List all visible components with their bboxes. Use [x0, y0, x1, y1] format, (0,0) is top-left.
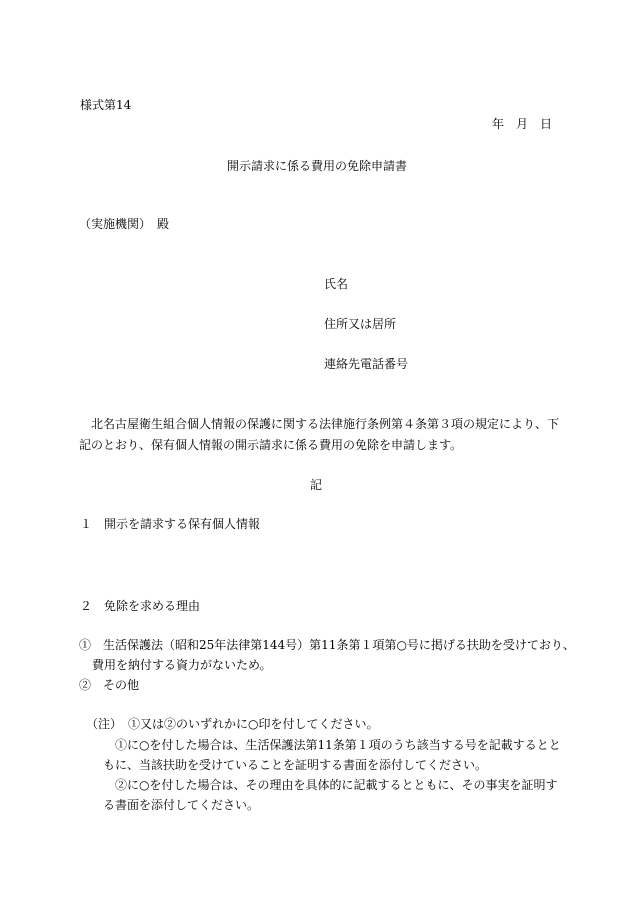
document-title: 開示請求に係る費用の免除申請書: [227, 159, 408, 173]
note-3-line-2: る書面を添付してください。: [103, 798, 260, 812]
form-number: 様式第14: [80, 98, 132, 112]
note-2-line-2: もに、当該扶助を受けていることを証明する書面を添付してください。: [103, 758, 488, 772]
date-line: 年 月 日: [492, 117, 553, 131]
applicant-address-label: 住所又は居所: [324, 317, 397, 331]
reason-1-line-2: 費用を納付する資力がないため。: [92, 658, 272, 672]
applicant-phone-label: 連絡先電話番号: [324, 357, 409, 371]
note-2-line-1: ①に○を付した場合は、生活保護法第11条第１項のうち該当する号を記載するとと: [115, 738, 561, 752]
note-3-line-1: ②に○を付した場合は、その理由を具体的に記載するとともに、その事実を証明す: [115, 778, 558, 792]
section-1-heading: １ 開示を請求する保有個人情報: [80, 517, 261, 531]
note-1: （注） ①又は②のいずれかに○印を付してください。: [86, 717, 379, 731]
ki-heading: 記: [310, 478, 323, 492]
body-text-line-2: 記のとおり、保有個人情報の開示請求に係る費用の免除を申請します。: [79, 438, 463, 452]
addressee: （実施機関） 殿: [79, 217, 170, 231]
reason-2: ② その他: [79, 678, 140, 692]
section-2-heading: ２ 免除を求める理由: [80, 599, 201, 613]
reason-1-line-1: ① 生活保護法（昭和25年法律第144号）第11条第１項第○号に掲げる扶助を受けており、: [79, 638, 575, 652]
applicant-name-label: 氏名: [324, 277, 349, 291]
body-text-line-1: 北名古屋衛生組合個人情報の保護に関する法律施行条例第４条第３項の規定により、下: [91, 417, 560, 431]
